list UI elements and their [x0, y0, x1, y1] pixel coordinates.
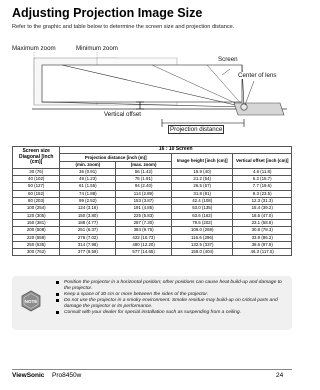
- footer-divider: [12, 369, 292, 370]
- table-row: [13, 234, 292, 241]
- table-cell: 56 (1.42): [116, 168, 172, 175]
- note-item-text: Do not use the projector in a smoky environment. Smoke residue may build-up on critical parts and damage the projector or its performance.: [64, 298, 278, 309]
- col-min-zoom-header: (min. zoom): [60, 161, 116, 168]
- table-cell: 60 (152): [13, 190, 60, 197]
- projector-icon: [234, 103, 284, 115]
- table-row: [13, 227, 292, 234]
- note-badge-text: NOTE: [24, 298, 38, 304]
- table-cell: 100 (254): [13, 205, 60, 212]
- min-zoom-label: Minimum zoom: [76, 45, 118, 52]
- table-cell: 153 (3.87): [116, 198, 172, 205]
- table-row: [13, 241, 292, 248]
- table-row: [13, 205, 292, 212]
- bullet-square-icon: [56, 293, 59, 296]
- table-cell: 42.4 (108): [172, 198, 233, 205]
- projection-diagram: [12, 35, 292, 133]
- intro-text: Refer to the graphic and table below to determine the screen size and projection distance.: [12, 24, 235, 30]
- table-cell: 40 (102): [13, 176, 60, 183]
- table-cell: 33.9 (86.2): [233, 234, 292, 241]
- table-cell: 94 (2.40): [116, 183, 172, 190]
- table-cell: 18.5 (47.0): [233, 212, 292, 219]
- table-cell: 7.7 (19.6): [233, 183, 292, 190]
- footer-model: Pro8450w: [52, 372, 82, 379]
- table-cell: 15.9 (40): [172, 168, 233, 175]
- vertical-offset-label: Vertical offset: [104, 111, 142, 118]
- table-cell: 79.5 (202): [172, 219, 233, 226]
- table-cell: 225 (5.83): [116, 212, 172, 219]
- table-cell: 159.0 (404): [172, 249, 233, 256]
- table-cell: 220 (559): [13, 234, 60, 241]
- page-title: Adjusting Projection Image Size: [12, 6, 203, 20]
- table-cell: 53.0 (135): [172, 205, 233, 212]
- table-cell: 30.8 (78.3): [233, 227, 292, 234]
- table-cell: 21.2 (54): [172, 176, 233, 183]
- note-box: [12, 276, 292, 330]
- table-cell: 314 (7.98): [60, 241, 116, 248]
- note-item: [56, 310, 286, 316]
- center-of-lens-label: Center of lens: [238, 72, 277, 79]
- table-cell: 300 (762): [13, 249, 60, 256]
- table-cell: 4.6 (11.8): [233, 168, 292, 175]
- table-cell: 38.6 (97.9): [233, 241, 292, 248]
- table-cell: 384 (9.75): [116, 227, 172, 234]
- table-cell: 15.4 (39.2): [233, 205, 292, 212]
- table-cell: 106.0 (269): [172, 227, 233, 234]
- note-item-text: Keep a space of 30 cm or more between the sides of the projector.: [64, 292, 209, 297]
- table-cell: 132.5 (337): [172, 241, 233, 248]
- table-cell: 577 (14.65): [116, 249, 172, 256]
- table-cell: 99 (2.52): [60, 198, 116, 205]
- col-screen-size-header: Screen size Diagonal [inch (cm)]: [13, 147, 60, 169]
- table-cell: 287 (7.30): [116, 219, 172, 226]
- bullet-square-icon: [56, 299, 59, 302]
- col-max-zoom-header: (max. zoom): [116, 161, 172, 168]
- table-cell: 124 (3.16): [60, 205, 116, 212]
- table-cell: 200 (508): [13, 227, 60, 234]
- bullet-square-icon: [56, 281, 59, 284]
- table-cell: 12.3 (31.3): [233, 198, 292, 205]
- table-row: [13, 219, 292, 226]
- table-row: [13, 176, 292, 183]
- table-cell: 75 (1.91): [116, 176, 172, 183]
- col-image-height-header: Image height [inch (cm)]: [172, 154, 233, 169]
- page-number: 24: [276, 372, 284, 379]
- table-row: [13, 183, 292, 190]
- projection-table: [12, 146, 292, 256]
- table-cell: 120 (305): [13, 212, 60, 219]
- table-cell: 63.6 (162): [172, 212, 233, 219]
- table-cell: 150 (3.80): [60, 212, 116, 219]
- screen-label: Screen: [218, 56, 238, 63]
- table-cell: 377 (9.59): [60, 249, 116, 256]
- table-row: [13, 190, 292, 197]
- note-list: [56, 280, 286, 316]
- col-projection-distance-header: Projection distance [inch (m)]: [60, 154, 172, 161]
- table-cell: 480 (12.20): [116, 241, 172, 248]
- table-cell: 6.2 (15.7): [233, 176, 292, 183]
- table-cell: 36 (0.91): [60, 168, 116, 175]
- table-row: [13, 249, 292, 256]
- table-cell: 50 (127): [13, 183, 60, 190]
- table-cell: 30 (76): [13, 168, 60, 175]
- table-cell: 188 (4.77): [60, 219, 116, 226]
- table-row: [13, 198, 292, 205]
- table-row: [13, 168, 292, 175]
- table-cell: 80 (203): [13, 198, 60, 205]
- table-cell: 422 (10.73): [116, 234, 172, 241]
- note-item: [56, 280, 286, 292]
- table-cell: 9.3 (23.5): [233, 190, 292, 197]
- table-cell: 26.5 (67): [172, 183, 233, 190]
- max-zoom-label: Maximum zoom: [12, 45, 56, 52]
- note-badge-icon: [20, 290, 42, 312]
- footer-brand: ViewSonic: [12, 372, 45, 379]
- table-cell: 46.3 (117.5): [233, 249, 292, 256]
- ratio-header: 16 : 10 Screen: [60, 147, 292, 154]
- table-row: [13, 212, 292, 219]
- projection-distance-label: Projection distance: [170, 126, 223, 133]
- table-cell: 150 (381): [13, 219, 60, 226]
- table-cell: 116.6 (296): [172, 234, 233, 241]
- col-vertical-offset-header: Vertical offset [inch (cm)]: [233, 154, 292, 169]
- table-cell: 114 (2.89): [116, 190, 172, 197]
- table-cell: 250 (635): [13, 241, 60, 248]
- table-cell: 49 (1.23): [60, 176, 116, 183]
- table-cell: 191 (4.85): [116, 205, 172, 212]
- table-cell: 276 (7.02): [60, 234, 116, 241]
- bullet-square-icon: [56, 311, 59, 314]
- note-item: [56, 298, 286, 310]
- table-cell: 61 (1.55): [60, 183, 116, 190]
- table-cell: 23.1 (58.8): [233, 219, 292, 226]
- note-item-text: Consult with your dealer for special installation such as suspending from a ceiling.: [64, 310, 241, 315]
- table-cell: 31.8 (81): [172, 190, 233, 197]
- table-cell: 251 (6.37): [60, 227, 116, 234]
- table-cell: 74 (1.88): [60, 190, 116, 197]
- note-item-text: Position the projector in a horizontal position; other positions can cause heat build-up and damage to the projector.: [64, 280, 282, 291]
